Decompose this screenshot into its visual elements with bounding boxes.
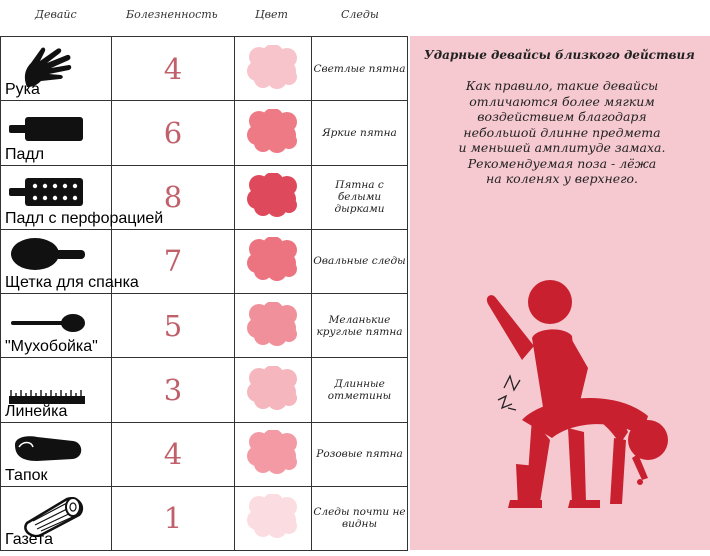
table-row [1, 165, 408, 229]
pain-value: 6 [112, 101, 235, 165]
pain-value: 7 [112, 229, 235, 293]
pain-value: 8 [112, 165, 235, 229]
color-cell [235, 486, 312, 550]
spanking-position-illustration [472, 268, 672, 538]
swatch-blob [281, 390, 297, 406]
slipper-icon [7, 429, 87, 473]
table-row [1, 358, 408, 422]
pain-value: 4 [112, 422, 235, 486]
traces-text: Овальные следы [312, 229, 408, 293]
traces-text: Следы почти не видны [312, 486, 408, 550]
color-swatch [245, 237, 301, 281]
traces-text: Розовые пятна [312, 422, 408, 486]
device-label: Тапок [5, 466, 48, 484]
swatch-blob [281, 133, 297, 149]
paddle-icon [7, 107, 87, 151]
device-label: Линейка [5, 402, 68, 420]
swatch-blob [281, 454, 297, 470]
color-swatch [245, 173, 301, 217]
color-cell [235, 37, 312, 101]
device-label: Падл с перфорацией [5, 209, 164, 227]
swatch-blob [281, 518, 297, 534]
header-device: Девайс [35, 8, 77, 21]
pain-value: 1 [112, 486, 235, 550]
table-row [1, 101, 408, 165]
device-label: Рука [5, 81, 40, 99]
table-row [1, 37, 408, 101]
color-cell [235, 165, 312, 229]
device-label: Щетка для спанка [5, 274, 139, 291]
header-pain: Болезненность [126, 8, 218, 21]
color-swatch [245, 494, 301, 538]
header-traces: Следы [341, 8, 379, 21]
device-cell [1, 422, 112, 486]
traces-text: Светлые пятна [312, 37, 408, 101]
devices-table [0, 36, 408, 551]
table-row [1, 422, 408, 486]
ruler-icon [7, 364, 87, 408]
pain-value: 4 [112, 37, 235, 101]
device-label: Падл [5, 145, 45, 163]
device-label: Газета [5, 531, 54, 548]
device-cell [1, 165, 164, 229]
device-cell [1, 101, 112, 165]
table-row [1, 486, 408, 550]
color-swatch [245, 302, 301, 346]
device-cell [1, 229, 139, 293]
device-cell [1, 37, 112, 101]
traces-text: Длинные отметины [312, 358, 408, 422]
swatch-blob [281, 326, 297, 342]
color-swatch [245, 366, 301, 410]
color-swatch [245, 45, 301, 89]
color-swatch [245, 109, 301, 153]
swatch-blob [281, 69, 297, 85]
panel-description: Как правило, такие девайсы отличаются более мягким воздействием благодаря небольшой длинне предмета и меньшей амплитуде замаха. Рекомендуемая поза - лёжа на коленях у верхнего. [458, 78, 666, 186]
swatch-blob [281, 197, 297, 213]
device-cell [1, 358, 112, 422]
color-cell [235, 422, 312, 486]
color-cell [235, 229, 312, 293]
header-color: Цвет [255, 8, 288, 21]
color-swatch [245, 430, 301, 474]
panel-title: Ударные девайсы близкого действия [424, 48, 695, 62]
traces-text: Пятна с белыми дырками [312, 165, 408, 229]
traces-text: Яркие пятна [312, 101, 408, 165]
device-cell [1, 486, 112, 550]
pain-value: 5 [112, 294, 235, 358]
pain-value: 3 [112, 358, 235, 422]
device-label: "Мухобойка" [5, 338, 98, 356]
traces-text: Меланькие круглые пятна [312, 294, 408, 358]
device-cell [1, 294, 112, 358]
swatch-blob [281, 261, 297, 277]
info-panel [410, 36, 710, 550]
table-row [1, 229, 408, 293]
color-cell [235, 101, 312, 165]
color-cell [235, 358, 312, 422]
perforated-paddle-icon [7, 172, 87, 216]
color-cell [235, 294, 312, 358]
table-row [1, 294, 408, 358]
